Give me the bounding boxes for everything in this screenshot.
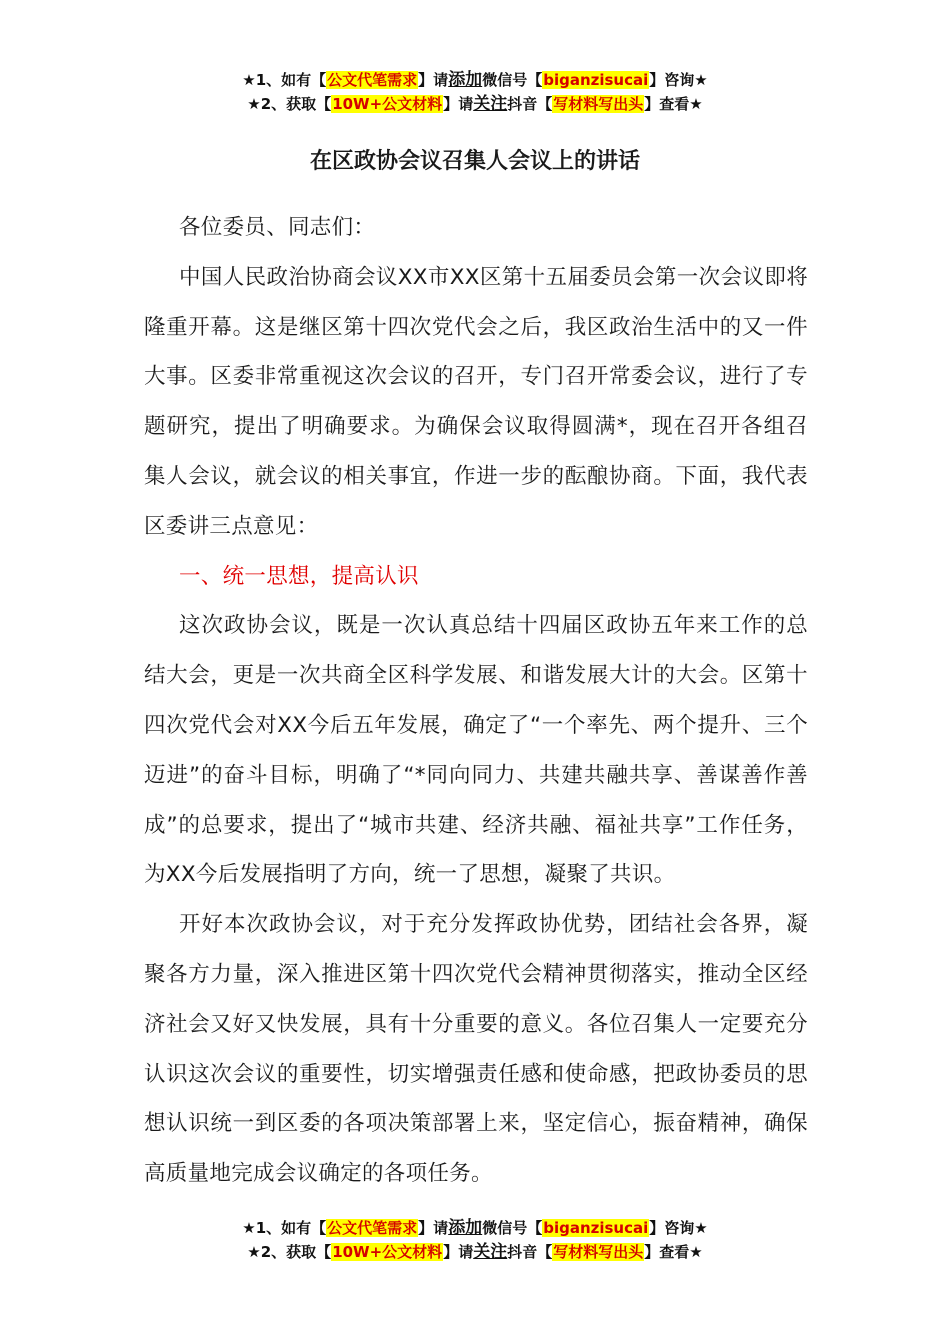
document-title: 在区政协会议召集人会议上的讲话 [309,149,640,174]
paragraph-2: 这次政协会议，既是一次认真总结十四届区政协五年来工作的总结大会，更是一次共商全区科学发展、和谐发展大计的大会。区第十四次党代会对XX今后五年发展，确定了“一个率先、两个提升、三个迈进”的奋斗目标，明确了“*同向同力、共建共融共享、善谋善作善成”的总要求，提出了“城市共建、经济共融、福祉共享”工作任务，为XX今后发展指明了方向，统一了思想，凝聚了共识。 [144,613,808,888]
banner-text: 微信号【 [482,1219,543,1237]
highlight-materials: 10W+公文材料 [332,1243,443,1261]
banner-text: ★2、获取【 [247,1243,332,1261]
banner-text: ★1、如有【 [242,1219,327,1237]
highlight-service: 公文代笔需求 [327,71,418,89]
highlight-douyin-id: 写材料写出头 [553,95,644,113]
banner-text: 】请 [418,1219,449,1237]
emphasis-text: 关注 [473,1242,508,1262]
highlight-douyin-id: 写材料写出头 [553,1243,644,1261]
emphasis-text: 添加 [448,1218,483,1238]
header-banner [0,68,950,116]
banner-text: 】咨询★ [649,1219,708,1237]
highlight-wechat-id: biganzisucai [543,1219,649,1237]
banner-line-1 [0,68,950,92]
banner-text: 】请 [418,71,449,89]
banner-text: 】咨询★ [649,71,708,89]
banner-text: 抖音【 [507,95,553,113]
section-heading-1: 一、统一思想，提高认识 [179,563,419,589]
emphasis-text: 关注 [473,94,508,114]
banner-line-2 [0,92,950,116]
salutation: 各位委员、同志们： [179,215,376,240]
document-body [144,203,808,1199]
banner-text: 】请 [443,1243,474,1261]
highlight-service: 公文代笔需求 [327,1219,418,1237]
banner-text: 】请 [443,95,474,113]
banner-text: 微信号【 [482,71,543,89]
banner-line-1 [0,1216,950,1240]
banner-line-2 [0,1240,950,1264]
banner-text: 抖音【 [507,1243,553,1261]
banner-text: ★2、获取【 [247,95,332,113]
banner-text: 】查看★ [644,95,703,113]
banner-text: ★1、如有【 [242,71,327,89]
highlight-wechat-id: biganzisucai [543,71,649,89]
emphasis-text: 添加 [448,70,483,90]
paragraph-intro: 中国人民政治协商会议XX市XX区第十五届委员会第一次会议即将隆重开幕。这是继区第十四次党代会之后，我区政治生活中的又一件大事。区委非常重视这次会议的召开，专门召开常委会议，进行了专题研究，提出了明确要求。为确保会议取得圆满*，现在召开各组召集人会议，就会议的相关事宜，作进一步的酝酿协商。下面，我代表区委讲三点意见： [144,264,808,539]
banner-text: 】查看★ [644,1243,703,1261]
paragraph-3: 开好本次政协会议，对于充分发挥政协优势，团结社会各界，凝聚各方力量，深入推进区第十四次党代会精神贯彻落实，推动全区经济社会又好又快发展，具有十分重要的意义。各位召集人一定要充分认识这次会议的重要性，切实增强责任感和使命感，把政协委员的思想认识统一到区委的各项决策部署上来，坚定信心，振奋精神，确保高质量地完成会议确定的各项任务。 [144,912,808,1187]
footer-banner [0,1216,950,1264]
highlight-materials: 10W+公文材料 [332,95,443,113]
